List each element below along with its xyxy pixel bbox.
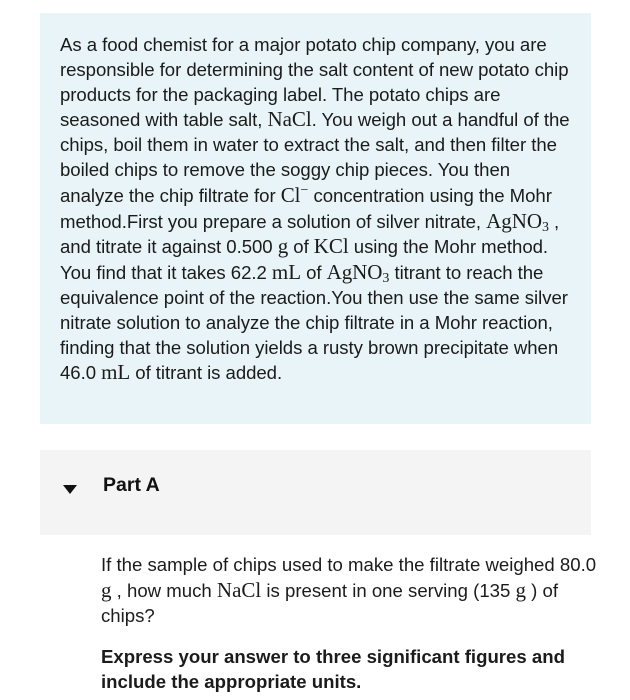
formula-kcl: KCl bbox=[313, 234, 349, 259]
unit-milliliters-2: mL bbox=[101, 360, 131, 385]
intro-text-7: of bbox=[300, 262, 327, 284]
intro-text-6: using the Mohr method. You find that it takes 62.2 bbox=[60, 236, 549, 284]
formula-chloride-ion bbox=[281, 183, 309, 207]
problem-intro-panel bbox=[40, 13, 591, 424]
question-formula-nacl: NaCl bbox=[216, 577, 262, 602]
intro-text-1: As a food chemist for a major potato chip company, you are responsible for determining the salt content of new potato chip products for the packaging label. The potato chips are seasoned with table salt, bbox=[60, 34, 569, 131]
agno3-titrant-base: AgNO bbox=[326, 260, 383, 285]
chloride-symbol: Cl bbox=[280, 182, 301, 207]
chloride-charge: − bbox=[300, 182, 309, 198]
unit-milliliters: mL bbox=[271, 260, 301, 285]
question-unit-grams: g bbox=[101, 577, 112, 602]
intro-text-2: . You weigh out a handful of the chips, boil them in water to extract the salt, and then filter the boiled chips to remove the soggy chip pieces. You then analyze the chip filtrate for bbox=[60, 109, 570, 206]
agno3-subscript: 3 bbox=[541, 219, 549, 235]
intro-text-5: of bbox=[288, 236, 314, 258]
intro-text-3: concentration using the Mohr method.First you prepare a solution of silver nitrate, bbox=[60, 184, 552, 232]
question-text-1: If the sample of chips used to make the filtrate weighed 80.0 bbox=[101, 554, 597, 575]
formula-agno3-titrant bbox=[326, 260, 390, 287]
question-text-4: ) of chips? bbox=[101, 579, 559, 626]
agno3-titrant-subscript: 3 bbox=[382, 271, 390, 287]
intro-text-4: , and titrate it against 0.500 bbox=[60, 210, 560, 258]
part-a-toggle[interactable] bbox=[40, 450, 591, 535]
question-text-3: is present in one serving (135 bbox=[261, 579, 516, 601]
unit-grams: g bbox=[277, 234, 289, 259]
intro-text-9: of titrant is added. bbox=[130, 362, 283, 384]
formula-nacl: NaCl bbox=[267, 107, 312, 132]
caret-down-icon[interactable] bbox=[63, 485, 77, 494]
problem-intro-text bbox=[60, 33, 571, 386]
agno3-base: AgNO bbox=[486, 208, 542, 233]
answer-instruction: Express your answer to three significant figures and include the appropriate units. bbox=[101, 646, 565, 692]
part-a-question bbox=[101, 553, 601, 628]
question-text-2: , how much bbox=[111, 579, 217, 601]
intro-text-8: titrant to reach the equivalence point of the reaction.You then use the same silver nitrate solution to analyze the chip filtrate in a Mohr reaction, finding that the solution yields a rusty brown precipitate when 46.0 bbox=[60, 262, 568, 384]
part-a-title: Part A bbox=[103, 474, 160, 496]
formula-agno3 bbox=[486, 209, 549, 233]
question-unit-grams-2: g bbox=[515, 577, 527, 602]
